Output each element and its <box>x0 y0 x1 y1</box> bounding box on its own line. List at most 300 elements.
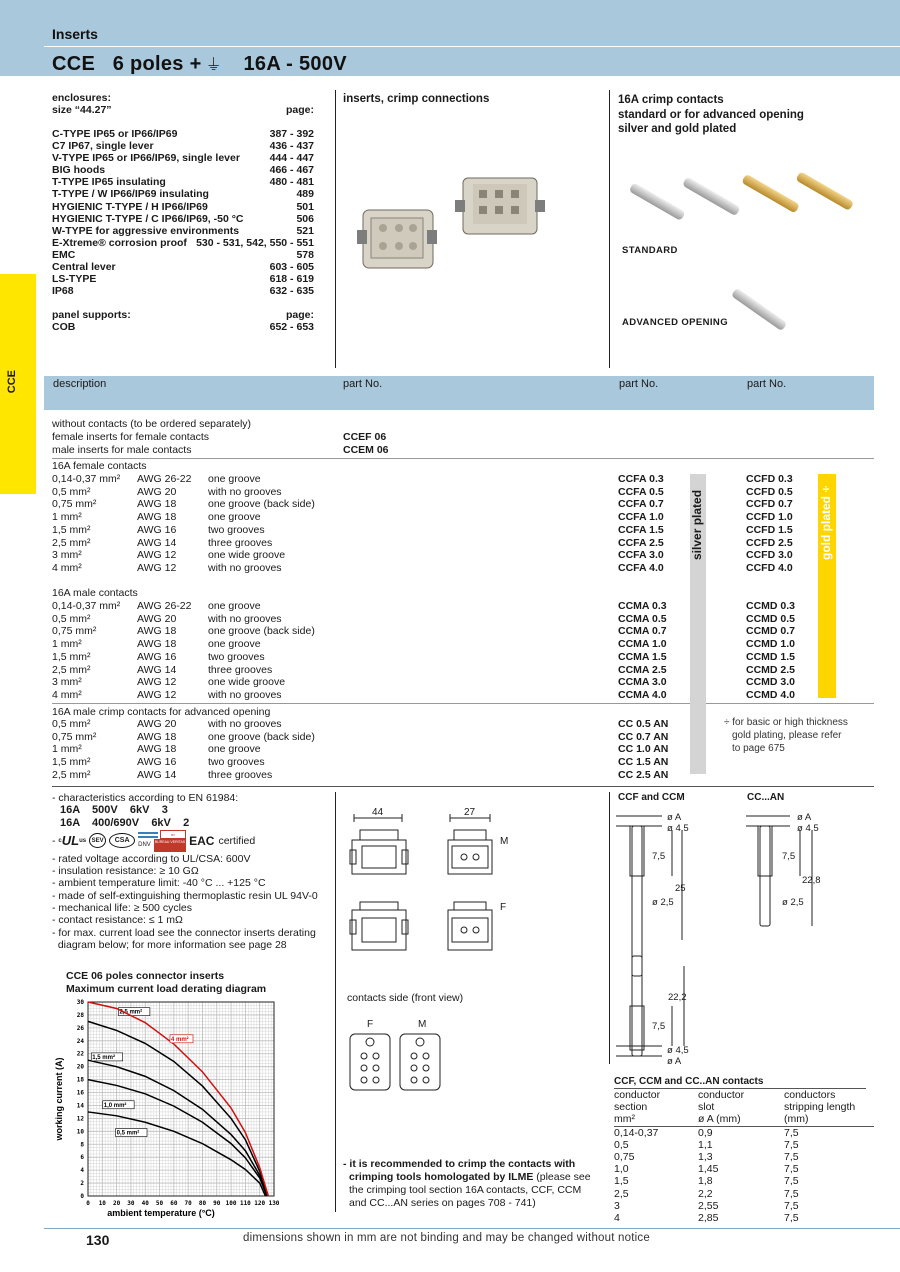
x-tick-label: 50 <box>155 1200 164 1207</box>
row-part-silver: CCFA 1.5 <box>618 523 664 536</box>
cert-us: us <box>79 837 87 844</box>
row-groove: one groove <box>208 473 261 485</box>
row-awg: AWG 16 <box>137 650 177 663</box>
row-awg: AWG 20 <box>137 612 177 625</box>
inserts-intro: without contacts (to be ordered separately) <box>52 418 252 430</box>
x-tick-label: 90 <box>213 1200 221 1207</box>
x-tick-label: 80 <box>198 1200 207 1207</box>
row-part-silver: CCMA 3.0 <box>618 676 667 689</box>
y-tick-label: 16 <box>76 1089 84 1097</box>
row-awg: AWG 26-22 <box>137 600 192 612</box>
row-awg: AWG 14 <box>137 663 177 676</box>
standard-contacts-photo <box>625 170 865 240</box>
contact-table-cell: 7,5 <box>784 1126 799 1139</box>
panel-page: 652 - 653 <box>269 321 314 334</box>
gold-note <box>724 716 848 755</box>
y-tick-label: 28 <box>76 1011 84 1019</box>
row-awg: AWG 18 <box>137 511 177 524</box>
row-section: 0,14-0,37 mm² <box>52 473 121 485</box>
row-part-silver: CCFA 0.7 <box>618 498 664 511</box>
enclosure-item <box>52 237 314 249</box>
contact-table-cell: 0,14-0,37 <box>614 1126 659 1139</box>
row-part-silver: CCMA 1.5 <box>618 650 667 663</box>
enclosure-page: 489 <box>296 188 314 201</box>
x-axis-label: ambient temperature (°C) <box>107 1208 215 1218</box>
x-tick-label: 30 <box>127 1200 135 1207</box>
enclosure-page: 506 <box>296 212 314 225</box>
contacts-heading-line2: standard or for advanced opening <box>618 108 804 121</box>
row-awg: AWG 20 <box>137 485 177 498</box>
enclosure-name: Central lever <box>52 261 116 274</box>
female-title: 16A female contacts <box>52 460 147 472</box>
char-item: - made of self-extinguishing thermoplastic resin UL 94V-0 <box>52 889 318 902</box>
row-section: 3 mm² <box>52 549 82 562</box>
divider-bottom <box>52 786 874 787</box>
x-tick-label: 120 <box>254 1200 266 1207</box>
enclosure-page: 480 - 481 <box>269 176 314 189</box>
enclosure-page: 501 <box>296 200 314 213</box>
front-view-drawing <box>346 1030 446 1094</box>
row-section: 2,5 mm² <box>52 536 91 549</box>
row-awg: AWG 12 <box>137 549 177 562</box>
front-view-m: M <box>418 1019 427 1030</box>
y-tick-label: 2 <box>80 1180 84 1188</box>
row-awg: AWG 18 <box>137 625 177 638</box>
row-section: 1,5 mm² <box>52 523 91 536</box>
y-tick-label: 30 <box>76 999 84 1006</box>
panel-title: panel supports: <box>52 309 131 322</box>
x-tick-label: 110 <box>239 1200 251 1207</box>
row-groove: one groove (back side) <box>208 625 315 638</box>
x-tick-label: 60 <box>170 1200 178 1207</box>
dim-m: M <box>500 836 509 847</box>
col-part-silver: part No. <box>619 378 659 390</box>
enclosure-name: HYGIENIC T-TYPE / C IP66/IP69, -50 °C <box>52 212 244 225</box>
contact-table-cell: 1,8 <box>698 1175 713 1188</box>
ground-icon: ⏚ <box>205 55 222 74</box>
enclosures-size: size “44.27” <box>52 104 112 116</box>
row-groove: one wide groove <box>208 549 286 562</box>
contacts-heading <box>618 93 804 137</box>
ccf-phiA: ø A <box>667 812 682 823</box>
ul-logo: UL <box>61 832 80 848</box>
enclosures-block <box>52 92 314 333</box>
row-groove: three grooves <box>208 536 273 549</box>
footer-rule <box>44 1228 900 1229</box>
contact-table-row <box>614 1212 874 1224</box>
contact-table-header-cell: conductors <box>784 1089 836 1101</box>
row-part-part: CC 1.0 AN <box>618 743 669 756</box>
row-part-gold: CCFD 0.3 <box>746 473 793 485</box>
row-awg: AWG 12 <box>137 688 177 701</box>
rating-2: 16A 400/690V 6kV 2 <box>60 816 190 829</box>
contact-table-cell: 7,5 <box>784 1151 799 1164</box>
row-awg: AWG 18 <box>137 743 177 756</box>
contact-table-header-cell: conductor <box>614 1089 661 1101</box>
contact-table-header-cell: mm² <box>614 1113 635 1126</box>
enclosure-name: V-TYPE IP65 or IP66/IP69, single lever <box>52 152 240 165</box>
row-groove: two grooves <box>208 523 265 536</box>
row-groove: one groove (back side) <box>208 730 315 743</box>
row-section: 3 mm² <box>52 676 82 689</box>
dnv-bv-logo: BV DNV BUREAU VERITAS <box>138 830 186 851</box>
row-awg: AWG 12 <box>137 561 177 574</box>
enclosure-item <box>52 249 314 261</box>
enclosure-item <box>52 285 314 297</box>
row-section: 0,5 mm² <box>52 485 91 498</box>
ccan-phi45: ø 4,5 <box>797 823 819 834</box>
row-section: 4 mm² <box>52 688 82 701</box>
contact-table-row <box>614 1139 874 1151</box>
enclosure-name: C-TYPE IP65 or IP66/IP69 <box>52 128 178 140</box>
row-part-silver: CCMA 0.7 <box>618 625 667 638</box>
col-part-inserts: part No. <box>343 378 383 390</box>
row-part-gold: CCMD 1.5 <box>746 650 796 663</box>
crimp-note-2b: (please see <box>533 1171 591 1183</box>
dnv-text: DNV <box>138 842 151 849</box>
enclosure-page: 618 - 619 <box>269 273 314 286</box>
contact-table-header-row <box>614 1101 874 1113</box>
bv-text: BUREAU VERITAS <box>154 839 186 851</box>
row-part-gold: CCMD 3.0 <box>746 676 796 689</box>
ccan-phiA: ø A <box>797 812 812 823</box>
row-part-gold: CCMD 2.5 <box>746 663 796 676</box>
row-part-gold: CCFD 1.0 <box>746 511 793 524</box>
row-part-gold: CCMD 0.3 <box>746 600 796 612</box>
row-part-gold: CCMD 0.7 <box>746 625 796 638</box>
y-tick-label: 8 <box>80 1141 84 1149</box>
cert-c: c <box>58 837 62 844</box>
contact-table-cell: 7,5 <box>784 1163 799 1176</box>
derating-chart <box>52 996 332 1221</box>
x-tick-label: 20 <box>112 1200 121 1207</box>
enclosure-page: 603 - 605 <box>269 261 314 274</box>
ccan-228: 22,8 <box>802 875 821 886</box>
x-tick-label: 10 <box>98 1200 106 1207</box>
contact-table-header-cell: conductor <box>698 1089 745 1101</box>
ccf-25: 25 <box>675 883 686 894</box>
contact-table-row <box>614 1151 874 1163</box>
section-title: Inserts <box>52 26 98 42</box>
row-part-silver: CCFA 1.0 <box>618 511 664 524</box>
row-part-gold: CCFD 2.5 <box>746 536 793 549</box>
title-prefix: CCE <box>52 53 96 75</box>
advanced-contact-photo <box>728 284 798 334</box>
row-part-gold: CCMD 4.0 <box>746 688 796 701</box>
row-awg: AWG 18 <box>137 730 177 743</box>
row-section: 1 mm² <box>52 638 82 651</box>
ccan-phi25: ø 2,5 <box>782 897 804 908</box>
contact-table-header-row <box>614 1113 874 1126</box>
enclosure-page: 632 - 635 <box>269 285 314 298</box>
enclosure-page: 444 - 447 <box>269 152 314 165</box>
y-tick-label: 26 <box>76 1024 84 1032</box>
panel-page-label: page: <box>285 309 314 322</box>
contact-table-header-row <box>614 1089 874 1101</box>
male-phiA: ø A <box>667 1056 682 1067</box>
standard-label: STANDARD <box>622 245 678 256</box>
csa-logo: CSA <box>109 833 135 848</box>
row-part-silver: CCFA 0.5 <box>618 485 664 498</box>
row-groove: one groove (back side) <box>208 498 315 511</box>
char-item: - rated voltage according to UL/CSA: 600V <box>52 852 251 865</box>
divider-inserts <box>52 458 874 459</box>
row-groove: with no grooves <box>208 718 282 730</box>
series-label: 1,0 mm² <box>103 1102 127 1109</box>
contact-table-header-cell: (mm) <box>784 1113 809 1126</box>
contact-table-cell: 7,5 <box>784 1138 799 1151</box>
char-item: - mechanical life: ≥ 500 cycles <box>52 902 192 915</box>
ccf-75: 7,5 <box>652 851 666 862</box>
contact-table-header-cell: slot <box>698 1101 715 1114</box>
row-section: 0,5 mm² <box>52 718 91 730</box>
char-item: - ambient temperature limit: -40 °C ... +125 °C <box>52 877 266 890</box>
ccan-75: 7,5 <box>782 851 796 862</box>
row-groove: three grooves <box>208 768 273 781</box>
inserts-heading: inserts, crimp connections <box>343 93 490 105</box>
y-tick-label: 18 <box>76 1076 84 1084</box>
row-section: 1,5 mm² <box>52 756 91 769</box>
y-tick-label: 24 <box>76 1037 84 1045</box>
front-view-f: F <box>367 1019 374 1030</box>
row-section: 0,75 mm² <box>52 498 97 511</box>
enclosure-item <box>52 152 314 164</box>
y-tick-label: 10 <box>76 1128 84 1136</box>
title-poles: 6 poles + <box>112 53 202 75</box>
gold-note-1: ÷ for basic or high thickness <box>724 717 848 728</box>
enclosure-page: 521 <box>296 224 314 237</box>
dnv-mark <box>138 832 158 838</box>
dimension-drawings <box>340 800 540 970</box>
contact-table-row <box>614 1188 874 1200</box>
enclosure-item <box>52 188 314 200</box>
row-part-silver: CCMA 1.0 <box>618 638 667 651</box>
enclosures-list <box>52 128 314 297</box>
gold-note-3: to page 675 <box>732 743 785 754</box>
contact-table-cell: 1,0 <box>614 1163 629 1176</box>
silver-label: silver plated <box>690 489 704 560</box>
enclosure-page: 578 <box>296 248 314 261</box>
contact-table-row <box>614 1163 874 1175</box>
contact-table-cell: 1,5 <box>614 1175 629 1188</box>
series-label: 1,5 mm² <box>92 1054 115 1061</box>
contact-table-cell: 1,1 <box>698 1138 713 1151</box>
male-title: 16A male contacts <box>52 587 138 599</box>
ccan-title: CC...AN <box>747 792 785 803</box>
row-section: 0,5 mm² <box>52 612 91 625</box>
rating-1: 16A 500V 6kV 3 <box>60 804 168 817</box>
crimp-note-2: crimping tools homologated by ILME <box>349 1171 534 1183</box>
y-tick-label: 6 <box>80 1154 84 1162</box>
char-item: diagram below; for more information see page 28 <box>52 938 287 951</box>
y-tick-label: 20 <box>76 1063 84 1071</box>
panel-item <box>52 321 314 333</box>
col-part-gold: part No. <box>747 378 787 390</box>
contact-table-cell: 0,75 <box>614 1151 635 1164</box>
side-tab-tail <box>0 470 40 500</box>
divider-advanced <box>52 703 874 704</box>
contact-table-cell: 7,5 <box>784 1187 799 1200</box>
enclosure-name: T-TYPE IP65 insulating <box>52 176 166 189</box>
row-part-silver: CCFA 4.0 <box>618 561 664 574</box>
char-intro: - characteristics according to EN 61984: <box>52 792 239 804</box>
cert-row <box>52 831 332 851</box>
enclosure-page: 436 - 437 <box>269 140 314 153</box>
x-tick-label: 100 <box>225 1200 237 1207</box>
row-section: 0,75 mm² <box>52 730 97 743</box>
row-section: 4 mm² <box>52 561 82 574</box>
row-awg: AWG 12 <box>137 676 177 689</box>
row-groove: with no grooves <box>208 688 282 701</box>
row-section: 1 mm² <box>52 511 82 524</box>
row-groove: one groove <box>208 743 261 756</box>
panel-name: COB <box>52 321 76 334</box>
row-part-silver: CCFA 0.3 <box>618 473 664 485</box>
row-part-silver: CCMA 4.0 <box>618 688 667 701</box>
row-section: 1 mm² <box>52 743 82 756</box>
contact-table-header-cell: stripping length <box>784 1101 856 1114</box>
male-75: 7,5 <box>652 1021 666 1032</box>
contact-table-cell: 4 <box>614 1212 620 1225</box>
enclosure-name: IP68 <box>52 285 74 298</box>
crimp-note-3: the crimping tool section 16A contacts, CCF, CCM <box>349 1184 582 1196</box>
enclosure-name: C7 IP67, single lever <box>52 140 154 153</box>
y-tick-label: 4 <box>80 1167 84 1175</box>
contacts-heading-line1: 16A crimp contacts <box>618 94 724 106</box>
row-groove: two grooves <box>208 650 265 663</box>
side-tab-label: CCE <box>6 370 18 394</box>
contact-table-cell: 7,5 <box>784 1199 799 1212</box>
y-axis-label: working current (A) <box>54 1057 64 1141</box>
char-item: - contact resistance: ≤ 1 mΩ <box>52 914 183 927</box>
row-awg: AWG 16 <box>137 523 177 536</box>
x-tick-label: 0 <box>86 1200 90 1207</box>
characteristics <box>52 792 332 951</box>
row-section: 0,75 mm² <box>52 625 97 638</box>
row-part-gold: CCFD 3.0 <box>746 549 793 562</box>
enclosure-item <box>52 128 314 140</box>
contact-table-cell: 0,9 <box>698 1126 713 1139</box>
page-title <box>52 52 347 76</box>
contact-table-cell: 3 <box>614 1199 620 1212</box>
series-label: 0,5 mm² <box>116 1130 140 1137</box>
male-222: 22,2 <box>668 992 687 1003</box>
chart-title: CCE 06 poles connector inserts <box>66 970 225 982</box>
ccf-title: CCF and CCM <box>618 792 685 803</box>
enclosure-item <box>52 261 314 273</box>
row-awg: AWG 14 <box>137 536 177 549</box>
row-part-part: CC 1.5 AN <box>618 756 669 769</box>
row-part-gold: CCFD 1.5 <box>746 523 793 536</box>
dim-f: F <box>500 902 507 913</box>
crimp-note <box>343 1158 605 1210</box>
row-awg: AWG 18 <box>137 638 177 651</box>
enclosure-item <box>52 164 314 176</box>
gold-label: gold plated÷ <box>819 482 833 560</box>
divider-3 <box>335 792 336 1212</box>
enclosure-name: T-TYPE / W IP66/IP69 insulating <box>52 188 209 201</box>
row-awg: AWG 16 <box>137 756 177 769</box>
row-part-gold: CCFD 0.5 <box>746 485 793 498</box>
row-part-part: CC 2.5 AN <box>618 768 669 781</box>
char-item: - for max. current load see the connector inserts derating <box>52 926 316 939</box>
row-part-gold: CCMD 1.0 <box>746 638 796 651</box>
row-part-gold: CCFD 4.0 <box>746 561 793 574</box>
enclosure-item <box>52 225 314 237</box>
contact-table-cell: 7,5 <box>784 1175 799 1188</box>
divider-4 <box>609 792 610 1064</box>
contact-table-cell: 2,85 <box>698 1212 719 1225</box>
row-groove: one groove <box>208 638 261 651</box>
contact-table-cell: 1,3 <box>698 1151 713 1164</box>
col-description: description <box>53 378 107 390</box>
x-tick-label: 70 <box>184 1200 192 1207</box>
y-tick-label: 0 <box>80 1193 84 1200</box>
row-awg: AWG 14 <box>137 768 177 781</box>
series-label: 2,5 mm² <box>119 1009 143 1016</box>
enclosure-item <box>52 213 314 225</box>
row-awg: AWG 18 <box>137 498 177 511</box>
crimp-note-4: and CC...AN series on pages 708 - 741) <box>349 1197 536 1209</box>
dim-44: 44 <box>372 807 384 818</box>
contact-table-title: CCF, CCM and CC..AN contacts <box>614 1076 764 1087</box>
advanced-label: ADVANCED OPENING <box>622 317 728 328</box>
contact-table-cell: 2,2 <box>698 1187 713 1200</box>
enclosure-page: 466 - 467 <box>269 164 314 177</box>
ccf-phi45: ø 4,5 <box>667 823 689 834</box>
insert-photo <box>355 170 555 280</box>
male-phi45: ø 4,5 <box>667 1045 689 1056</box>
char-item: - insulation resistance: ≥ 10 GΩ <box>52 865 199 878</box>
enclosure-item <box>52 273 314 285</box>
contact-table-cell: 0,5 <box>614 1138 629 1151</box>
row-groove: three grooves <box>208 663 273 676</box>
enclosure-item <box>52 140 314 152</box>
contact-table-cell: 2,5 <box>614 1187 629 1200</box>
row-part-silver: CCFA 2.5 <box>618 536 664 549</box>
row-awg: AWG 26-22 <box>137 473 192 485</box>
row-groove: two grooves <box>208 756 265 769</box>
enclosure-name: E-Xtreme® corrosion proof <box>52 236 187 249</box>
certified-text: certified <box>218 834 256 847</box>
contact-table-cell: 7,5 <box>784 1212 799 1225</box>
row-section: 1,5 mm² <box>52 650 91 663</box>
row-part-part: CC 0.5 AN <box>618 718 669 730</box>
divider-2 <box>609 90 610 368</box>
ccf-phi25: ø 2,5 <box>652 897 674 908</box>
y-tick-label: 22 <box>76 1050 84 1058</box>
x-tick-label: 130 <box>268 1200 280 1207</box>
gold-note-2: gold plating, please refer <box>732 730 842 741</box>
row-groove: one groove <box>208 600 261 612</box>
enclosure-name: W-TYPE for aggressive environments <box>52 224 240 237</box>
dim-27: 27 <box>464 807 476 818</box>
row-section: 0,14-0,37 mm² <box>52 600 121 612</box>
contact-table-header-cell: section <box>614 1101 648 1114</box>
y-tick-label: 14 <box>76 1102 84 1110</box>
contacts-heading-line3: silver and gold plated <box>618 123 737 135</box>
enclosure-item <box>52 176 314 188</box>
enclosure-page: 387 - 392 <box>269 128 314 140</box>
row-part-silver: CCMA 0.3 <box>618 600 667 612</box>
page-number: 130 <box>86 1232 110 1248</box>
contact-table-cell: 1,45 <box>698 1163 719 1176</box>
char-items <box>52 853 332 951</box>
enclosure-item <box>52 201 314 213</box>
x-tick-label: 40 <box>141 1200 149 1207</box>
row-part-gold: CCMD 0.5 <box>746 612 796 625</box>
row-groove: with no grooves <box>208 561 282 574</box>
